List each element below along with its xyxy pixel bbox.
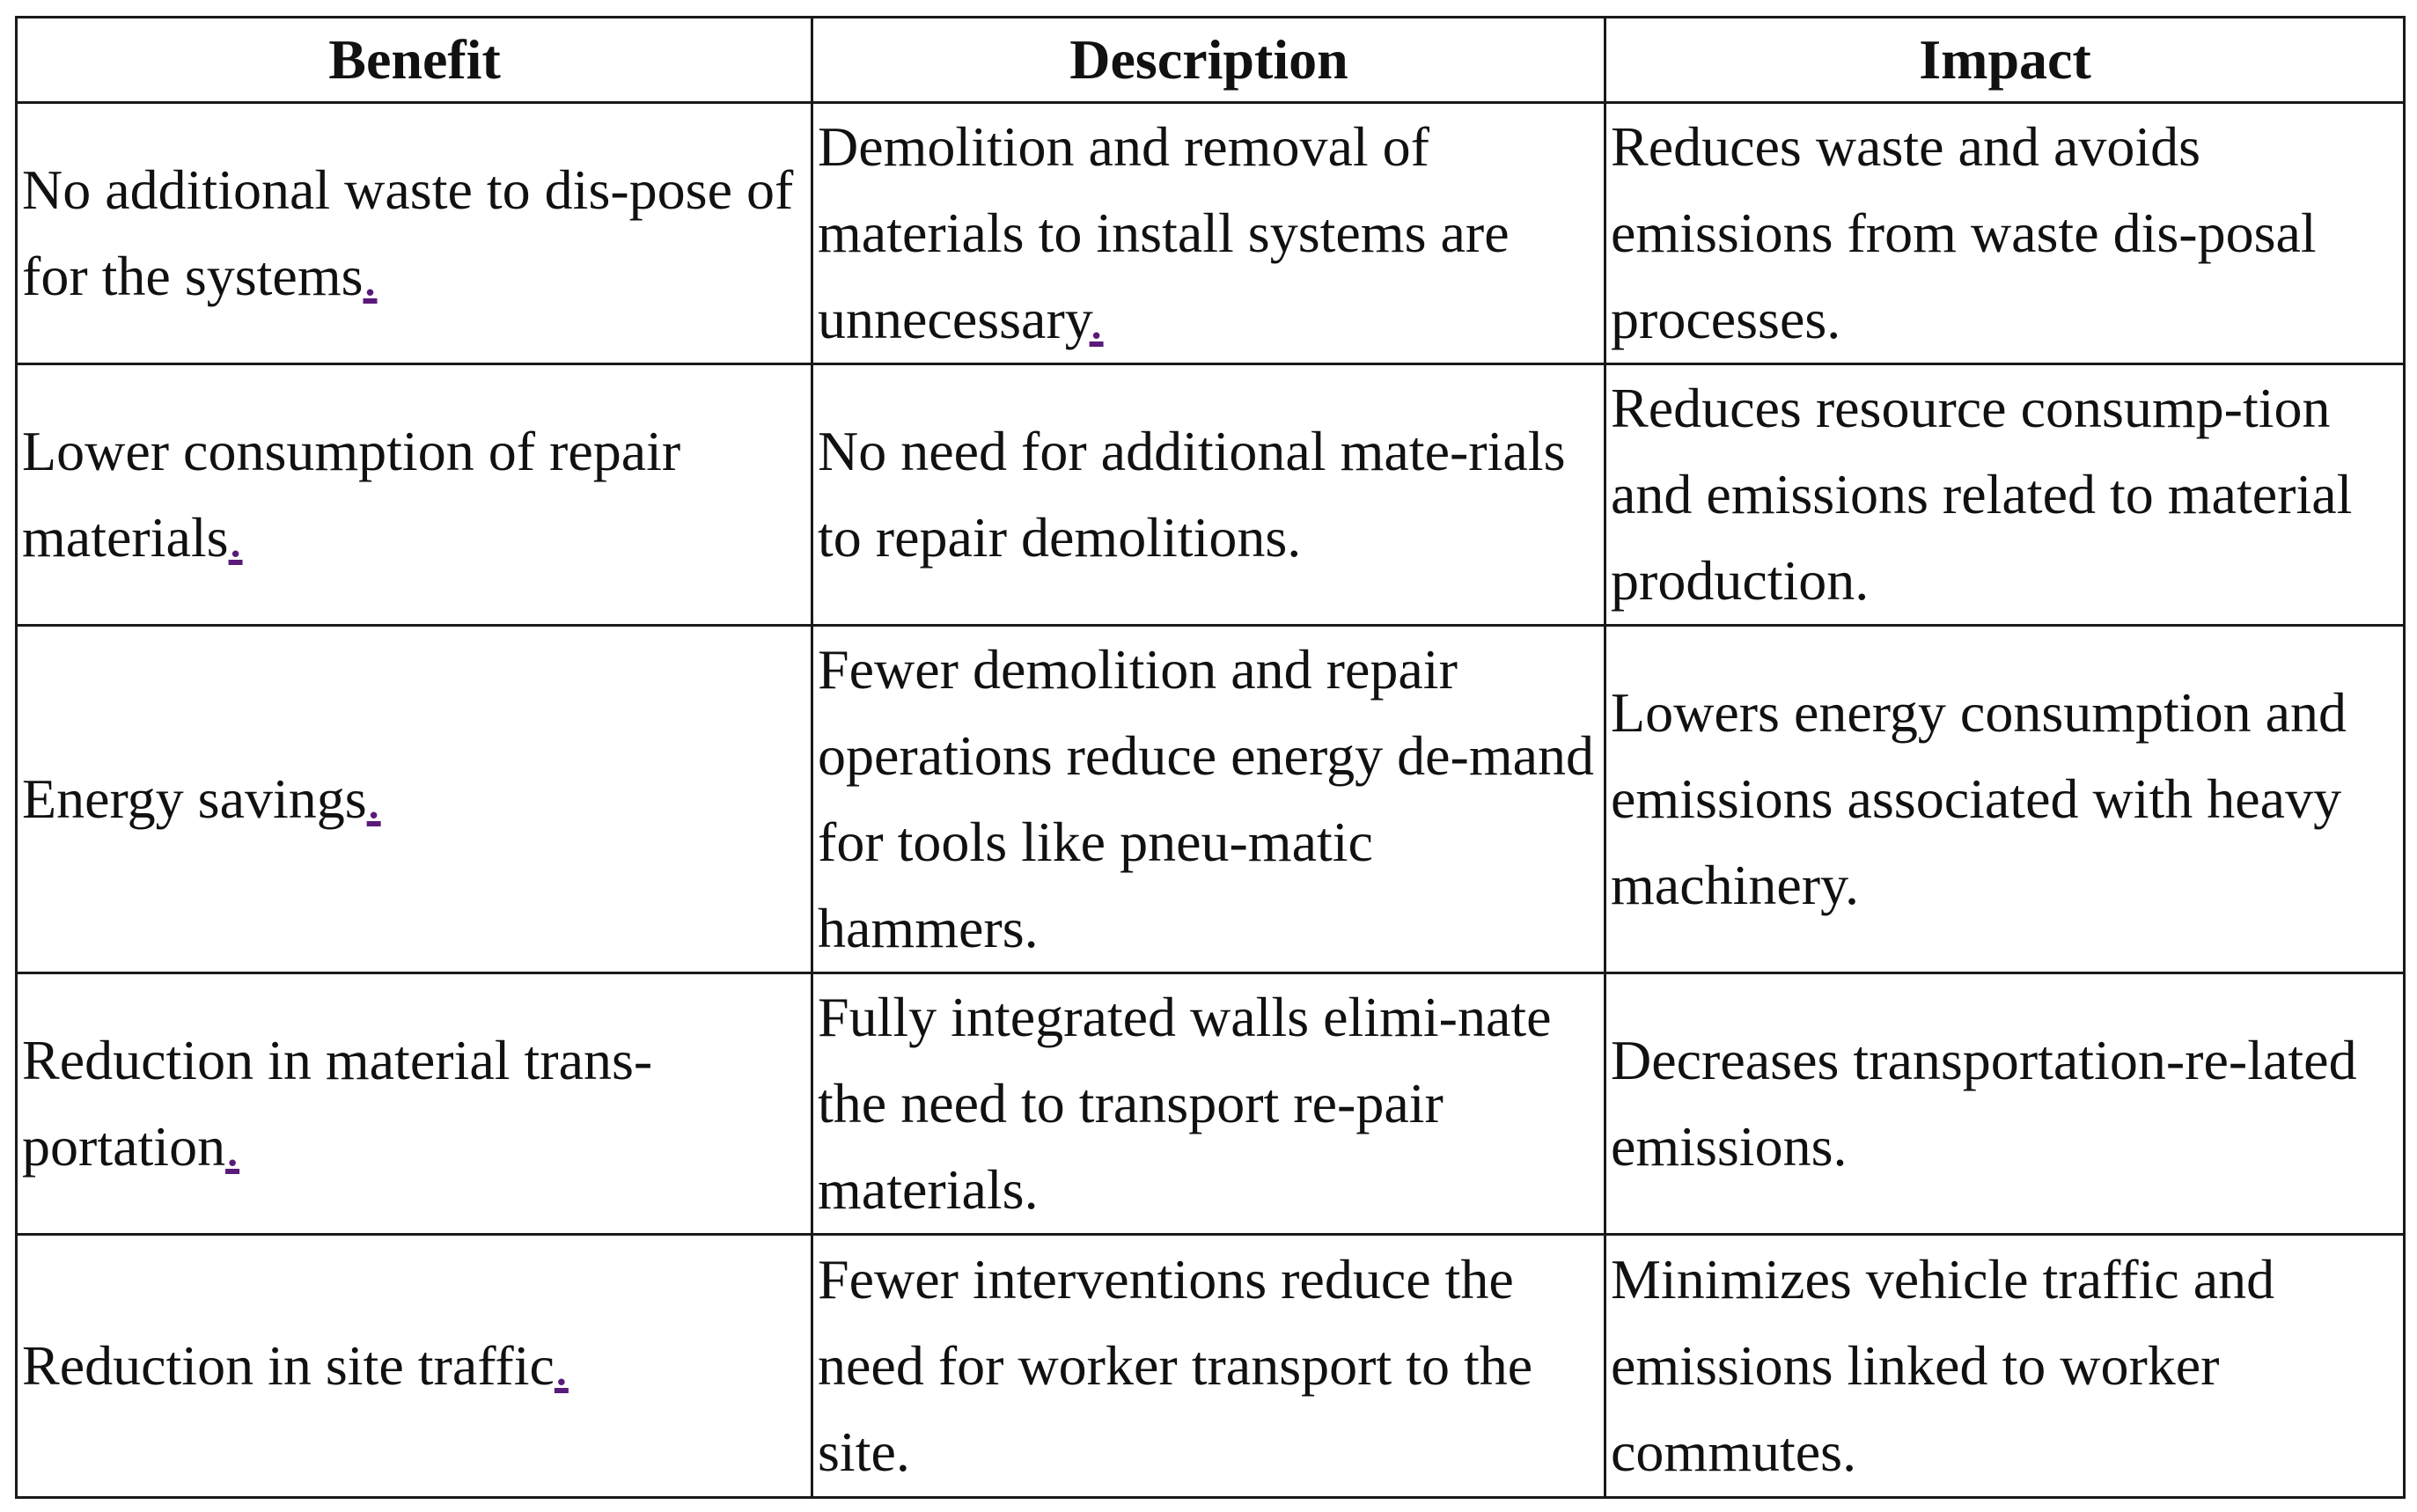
- benefit-cell: [17, 103, 812, 364]
- tracked-period-mark: .: [228, 506, 243, 569]
- benefit-text: No additional waste to dis-pose of for the systems: [22, 158, 794, 307]
- benefits-table: [15, 16, 2406, 1499]
- table-row: [17, 364, 2405, 626]
- header-benefit: Benefit: [17, 18, 812, 103]
- benefit-text: Lower consumption of repair materials: [22, 420, 681, 569]
- table-row: [17, 973, 2405, 1235]
- tracked-period-mark: .: [366, 767, 381, 830]
- impact-cell: Decreases transportation-re-lated emissions.: [1605, 973, 2405, 1235]
- description-cell: No need for additional mate-rials to repair demolitions.: [812, 364, 1605, 626]
- table-row: [17, 1235, 2405, 1498]
- tracked-period-mark: .: [1089, 288, 1104, 350]
- description-cell: Fewer demolition and repair operations reduce energy de-mand for tools like pneu-matic hammers.: [812, 626, 1605, 973]
- header-description: Description: [812, 18, 1605, 103]
- benefit-text: Reduction in site traffic: [22, 1334, 555, 1397]
- benefit-cell: [17, 973, 812, 1235]
- benefit-cell: [17, 1235, 812, 1498]
- header-impact: Impact: [1605, 18, 2405, 103]
- benefit-text: Reduction in material trans-portation: [22, 1029, 653, 1178]
- benefit-cell: [17, 626, 812, 973]
- description-cell: Fewer interventions reduce the need for worker transport to the site.: [812, 1235, 1605, 1498]
- table-header-row: [17, 18, 2405, 103]
- description-cell: Fully integrated walls elimi-nate the need to transport re-pair materials.: [812, 973, 1605, 1235]
- impact-cell: Lowers energy consumption and emissions associated with heavy machinery.: [1605, 626, 2405, 973]
- description-cell: [812, 103, 1605, 364]
- benefit-text: Energy savings: [22, 767, 367, 830]
- impact-cell: Minimizes vehicle traffic and emissions linked to worker commutes.: [1605, 1235, 2405, 1498]
- impact-cell: Reduces resource consump-tion and emissions related to material production.: [1605, 364, 2405, 626]
- benefit-cell: [17, 364, 812, 626]
- impact-cell: Reduces waste and avoids emissions from waste dis-posal processes.: [1605, 103, 2405, 364]
- tracked-period-mark: .: [554, 1334, 569, 1397]
- description-text: Demolition and removal of materials to install systems are unnecessary: [818, 115, 1510, 350]
- tracked-period-mark: .: [225, 1115, 240, 1178]
- table-row: [17, 626, 2405, 973]
- tracked-period-mark: .: [363, 245, 378, 307]
- table-row: [17, 103, 2405, 364]
